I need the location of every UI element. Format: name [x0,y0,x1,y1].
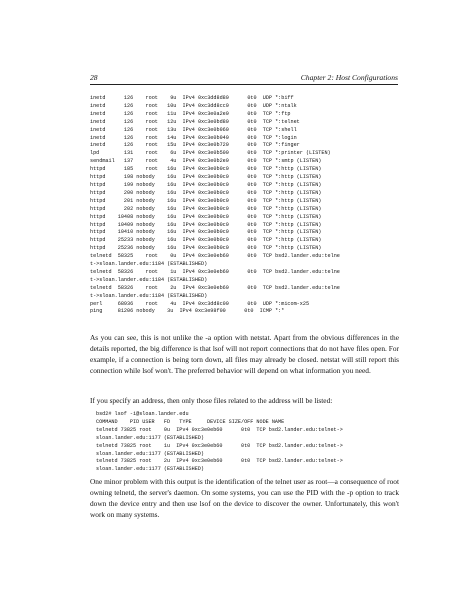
page-number: 28 [90,73,98,82]
code-line: sendmail 137 root 4u IPv4 0xc3e0b2e0 0t0 TCP *:smtp (LISTEN) [90,158,322,165]
code-line: telnetd 58325 root 0u IPv4 0xc3e0eb60 0t0 TCP bsd2.lander.edu:telne [90,253,340,260]
code-line: httpd 200 nobody 16u IPv4 0xc3e0b0c0 0t0 TCP *:http (LISTEN) [90,189,322,196]
code-line: httpd 198 nobody 16u IPv4 0xc3e0b0c0 0t0 TCP *:http (LISTEN) [90,174,322,181]
code-line: inetd 126 root 11u IPv4 0xc3e0a2e0 0t0 TCP *:ftp [90,110,291,117]
code-line: httpd 10409 nobody 16u IPv4 0xc3e0b0c0 0t0 TCP *:http (LISTEN) [90,221,322,228]
paragraph-netstat-comparison: As you can see, this is not unlike the -a option with netstat. Apart from the obvious differences in the details reported, the big difference is that lsof will not report connections that do not have files open. For example, if a connection is being torn down, all files may already be closed. netstat will still report this connection while lsof won't. The preferred behavior will depend on what information you need. [90,333,399,375]
paragraph-telnet-user: One minor problem with this output is the identification of the telnet user as root—a consequence of root owning telnetd, the server's daemon. On some systems, you can use the PID with the -p option to track down the device entry and then use lsof on the device to discover the owner. Unfortunately, this won't work on many systems. [90,477,399,519]
code-line: perl 68936 root 4u IPv4 0xc3dd8c00 0t0 UDP *:micom-x25 [90,300,310,307]
code-line: t->sloan.lander.edu:1184 (ESTABLISHED) [90,292,208,299]
code-line: bsd2# lsof -i@sloan.lander.edu [96,411,189,417]
code-line: sloan.lander.edu:1177 (ESTABLISHED) [96,450,204,457]
code-line: inetd 126 root 9u IPv4 0xc3dd8d80 0t0 UDP *:biff [90,95,294,101]
code-line: httpd 25233 nobody 16u IPv4 0xc3e0b0c0 0t0 TCP *:http (LISTEN) [90,237,322,244]
code-line: sloan.lander.edu:1177 (ESTABLISHED) [96,466,204,473]
code-line: httpd 199 nobody 16u IPv4 0xc3e0b0c0 0t0 TCP *:http (LISTEN) [90,181,322,188]
lsof-output-listing [90,95,340,316]
code-line: httpd 185 root 16u IPv4 0xc3e0b0c0 0t0 TCP *:http (LISTEN) [90,166,322,173]
code-line: telnetd 73825 root 2u IPv4 0xc3e0eb60 0t0 TCP bsd2.lander.edu:telnet-> [96,458,343,465]
code-line: inetd 126 root 10u IPv4 0xc3dd8cc0 0t0 UDP *:ntalk [90,102,297,109]
code-line: inetd 126 root 12u IPv4 0xc3e0bd80 0t0 TCP *:telnet [90,118,300,125]
code-line: telnetd 73825 root 0u IPv4 0xc3e0eb60 0t0 TCP bsd2.lander.edu:telnet-> [96,426,343,433]
code-line: inetd 126 root 15u IPv4 0xc3e0b720 0t0 TCP *:finger [90,142,300,149]
code-line: ping 81206 nobody 3u IPv4 0xc3e98f00 0t0 ICMP *:* [90,308,285,315]
code-line: COMMAND PID USER FD TYPE DEVICE SIZE/OFF NODE NAME [96,418,285,425]
code-line: telnetd 58326 root 2u IPv4 0xc3e0eb60 0t0 TCP bsd2.lander.edu:telne [90,284,340,291]
code-line: httpd 202 nobody 16u IPv4 0xc3e0b0c0 0t0 TCP *:http (LISTEN) [90,205,322,212]
code-line: inetd 126 root 13u IPv4 0xc3e0b960 0t0 TCP *:shell [90,126,297,133]
code-line: httpd 201 nobody 16u IPv4 0xc3e0b0c0 0t0 TCP *:http (LISTEN) [90,197,322,204]
chapter-title: Chapter 2: Host Configurations [300,73,398,82]
paragraph-address-filter: If you specify an address, then only those files related to the address will be listed: [90,396,333,405]
code-line: sloan.lander.edu:1177 (ESTABLISHED) [96,434,204,441]
code-line: lpd 131 root 6u IPv4 0xc3e0b500 0t0 TCP *:printer (LISTEN) [90,150,331,157]
code-line: telnetd 73825 root 1u IPv4 0xc3e0eb60 0t0 TCP bsd2.lander.edu:telnet-> [96,442,343,449]
code-line: t->sloan.lander.edu:1184 (ESTABLISHED) [90,276,208,283]
code-line: inetd 126 root 14u IPv4 0xc3e0b940 0t0 TCP *:login [90,134,297,141]
lsof-address-listing [96,411,343,474]
code-line: httpd 10408 nobody 16u IPv4 0xc3e0b0c0 0t0 TCP *:http (LISTEN) [90,213,322,220]
code-line: telnetd 58326 root 1u IPv4 0xc3e0eb60 0t0 TCP bsd2.lander.edu:telne [90,268,340,275]
code-line: httpd 10410 nobody 16u IPv4 0xc3e0b0c0 0t0 TCP *:http (LISTEN) [90,229,322,236]
code-line: t->sloan.lander.edu:1184 (ESTABLISHED) [90,261,208,268]
header-rule [90,84,398,85]
code-line: httpd 25236 nobody 16u IPv4 0xc3e0b0c0 0t0 TCP *:http (LISTEN) [90,245,322,252]
